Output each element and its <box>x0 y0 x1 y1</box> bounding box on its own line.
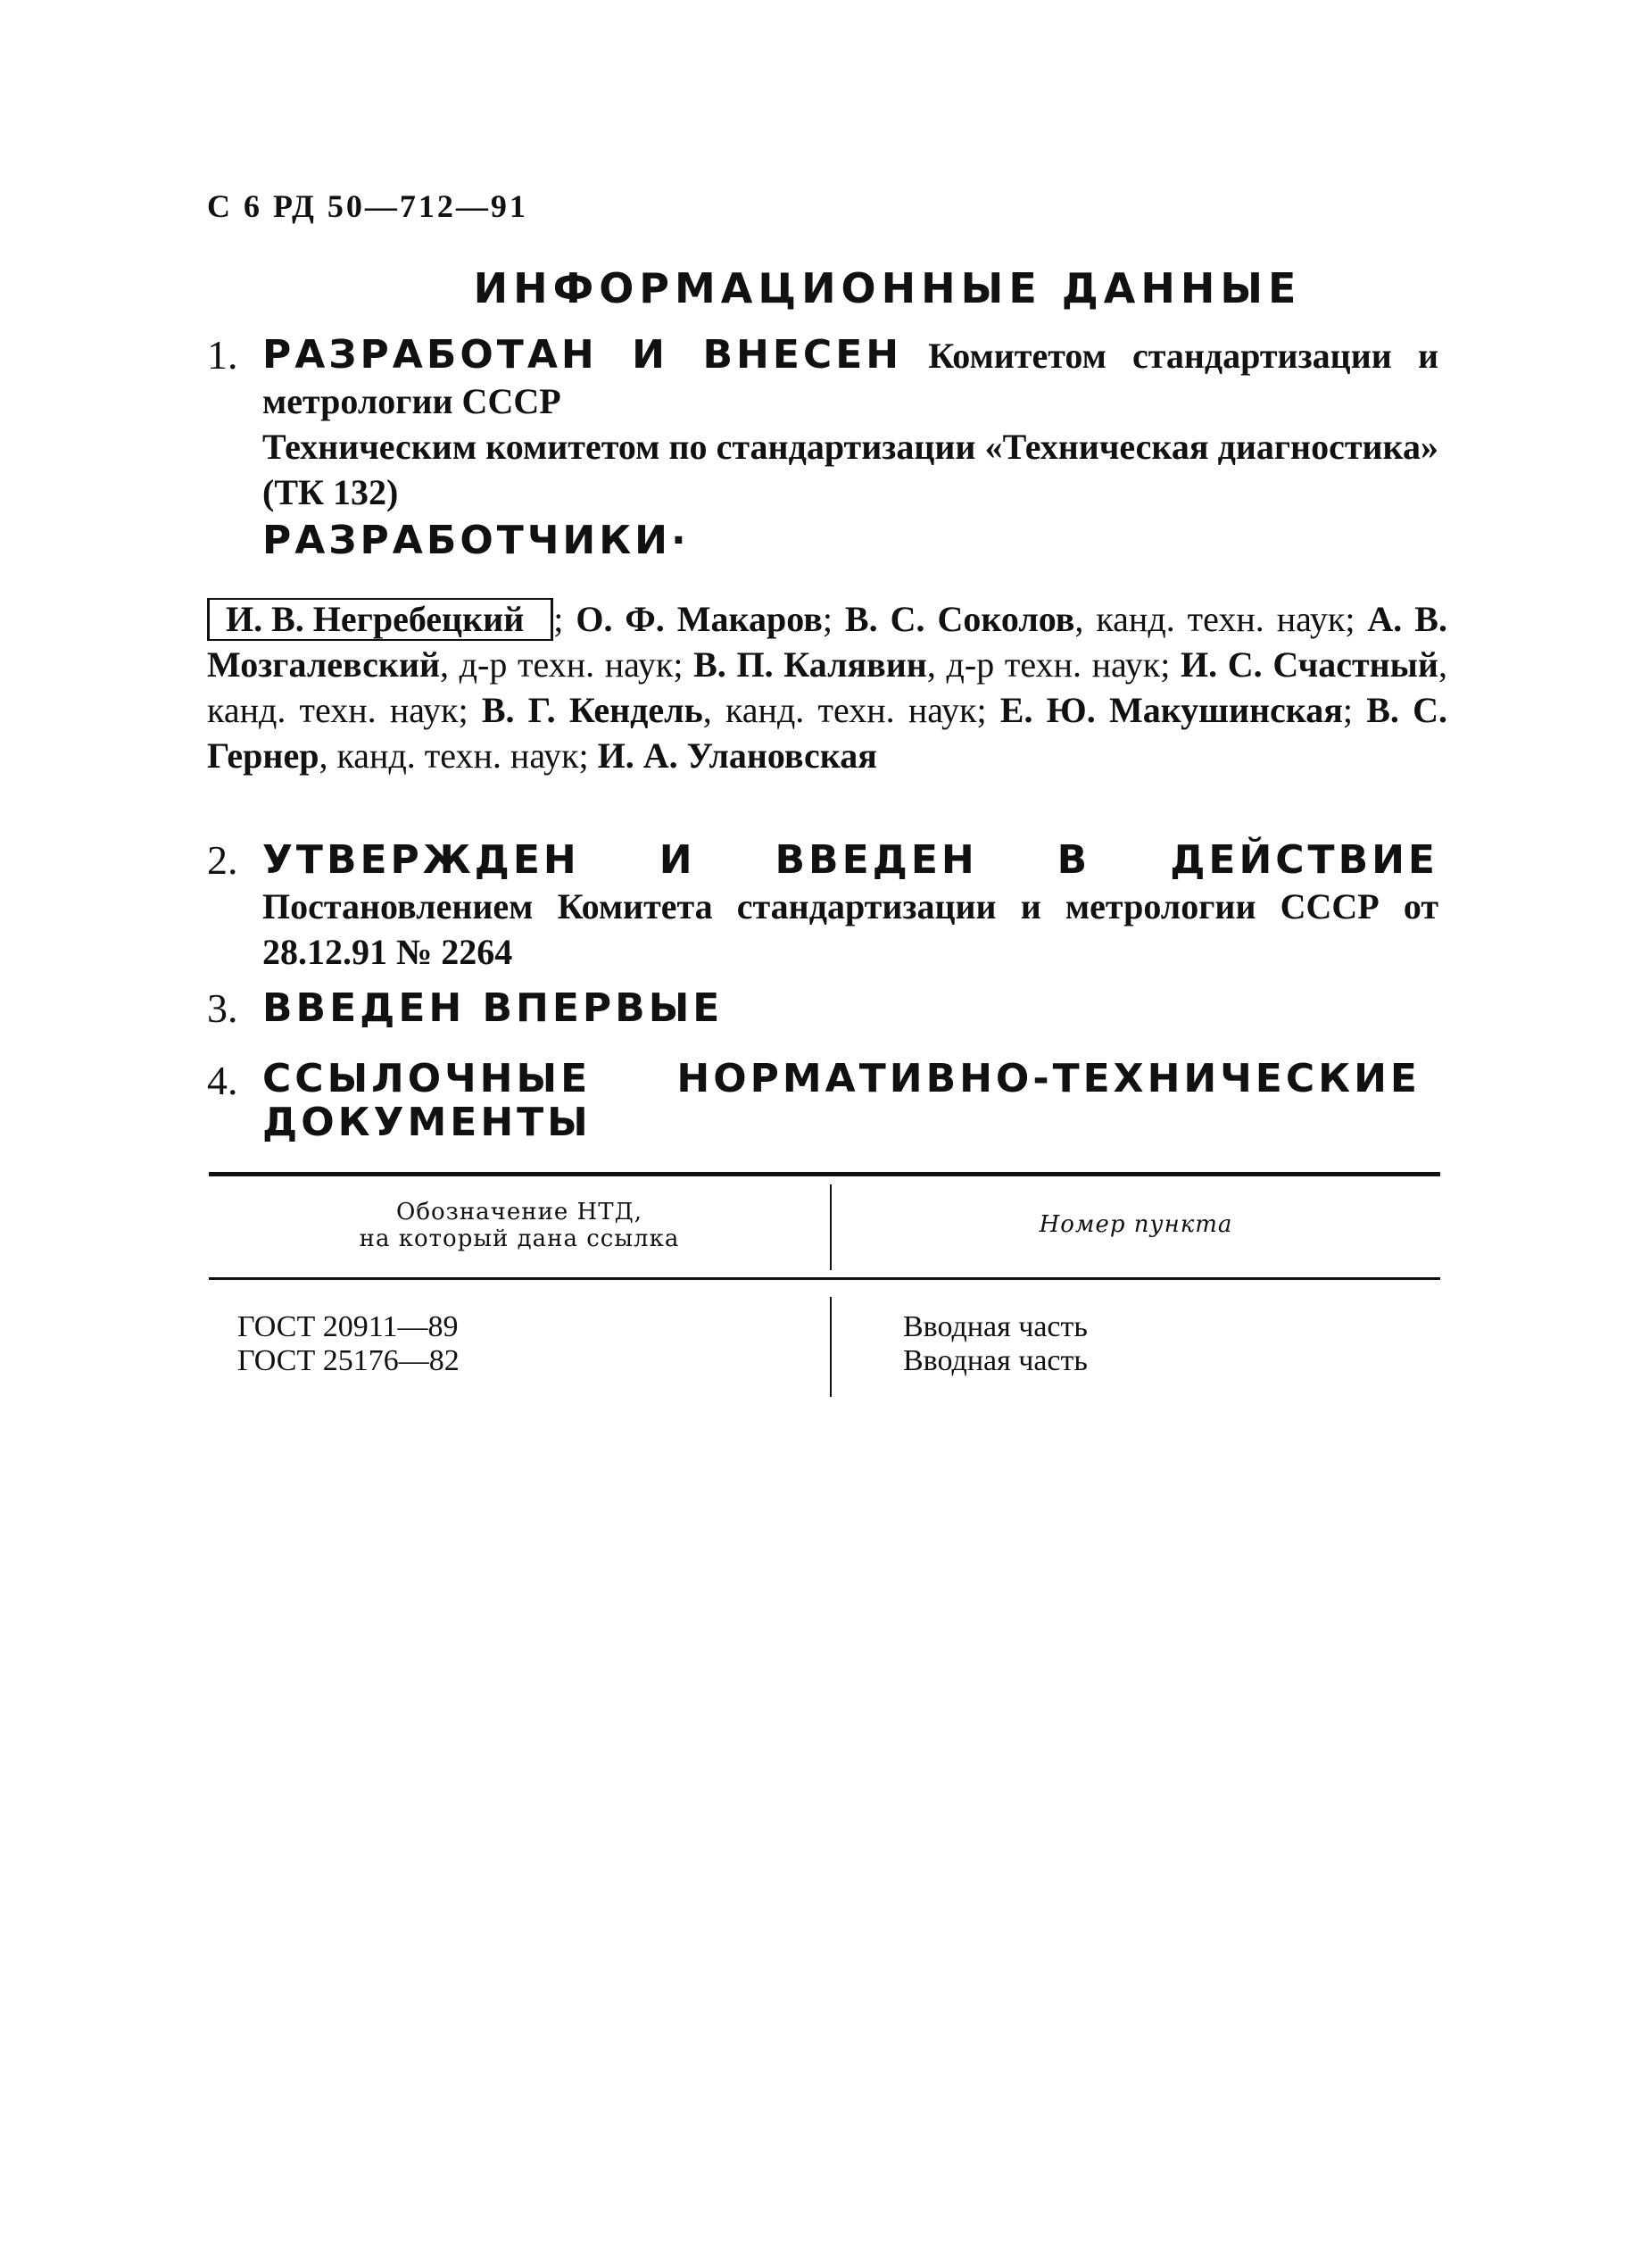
table-header-document-line2: на который дана ссылка <box>359 1225 680 1252</box>
section-1-text-a: Комитетом стандартизации и метрологии СССР <box>262 336 1439 421</box>
developer-degree: , канд. техн. наук <box>702 690 977 730</box>
developer-separator: ; <box>1345 599 1368 639</box>
developer-name: В. П. Калявин <box>693 644 927 685</box>
table-row-doc: ГОСТ 25176—82 <box>237 1344 460 1377</box>
developer-name: В. Г. Кендель <box>481 690 703 730</box>
developer-separator: ; <box>458 690 482 730</box>
section-4-heading: ССЫЛОЧНЫЕ НОРМАТИВНО-ТЕХНИЧЕСКИЕ ДОКУМЕНТЫ <box>262 1056 1421 1145</box>
table-header-document-line1: Обозначение НТД, <box>396 1199 642 1225</box>
developer-separator: ; <box>976 690 1000 730</box>
developers-list <box>207 596 1447 778</box>
developer-separator: ; <box>673 644 694 685</box>
developer-separator: ; <box>822 599 845 639</box>
section-2-text: Постановлением Комитета стандартизации и метрологии СССР от 28.12.91 № 2264 <box>262 886 1438 972</box>
table-column-documents <box>237 1310 460 1378</box>
developer-separator: ; <box>1160 644 1181 685</box>
developer-name: О. Ф. Макаров <box>576 599 823 639</box>
section-2 <box>207 837 1438 975</box>
table-row-doc: ГОСТ 20911—89 <box>237 1310 459 1343</box>
section-3 <box>207 985 1438 1032</box>
section-3-heading: ВВЕДЕН ВПЕРВЫЕ <box>262 985 724 1031</box>
section-2-heading: УТВЕРЖДЕН И ВВЕДЕН В ДЕЙСТВИЕ <box>262 837 1438 883</box>
table-row-clause: Вводная часть <box>903 1310 1088 1343</box>
developer-degree: , канд. техн. наук <box>207 644 1447 730</box>
section-3-number: 3. <box>207 985 238 1031</box>
table-header-rule <box>209 1277 1440 1280</box>
page-title: ИНФОРМАЦИОННЫЕ ДАННЫЕ <box>473 264 1302 312</box>
developer-degree: , канд. техн. наук <box>319 735 579 776</box>
boxed-developer-name: И. В. Негребецкий <box>207 598 553 641</box>
table-top-rule <box>209 1172 1440 1176</box>
section-1-number: 1. <box>207 332 238 378</box>
table-header-clause: Номер пункта <box>1039 1211 1233 1238</box>
table-header-document <box>209 1199 830 1252</box>
section-1 <box>207 332 1438 515</box>
table-column-clauses <box>903 1310 1088 1378</box>
developer-degree: , д-р техн. наук <box>440 644 674 685</box>
section-2-number: 2. <box>207 837 238 883</box>
developer-degree: , д-р техн. наук <box>926 644 1161 685</box>
section-1-text-b: Техническим комитетом по стандартизации «Техническая диагностика» (ТК 132) <box>262 427 1438 512</box>
developer-separator: ; <box>578 735 598 776</box>
developer-separator: ; <box>1342 690 1367 730</box>
page-header-code: С 6 РД 50—712—91 <box>207 188 528 224</box>
developers-heading: РАЗРАБОТЧИКИ· <box>262 518 690 563</box>
developer-name: В. С. Соколов <box>844 599 1075 639</box>
table-body-divider <box>830 1297 832 1397</box>
developer-separator: ; <box>553 599 576 639</box>
developer-name: А. В. Мозгалевский <box>207 599 1447 685</box>
section-4 <box>207 1058 1421 1145</box>
developer-name: И. С. Счастный <box>1180 644 1438 685</box>
developer-name: Е. Ю. Макушинская <box>999 690 1343 730</box>
section-1-heading: РАЗРАБОТАН И ВНЕСЕН <box>262 332 903 378</box>
developer-name: В. С. Гернер <box>207 690 1448 776</box>
section-4-number: 4. <box>207 1058 238 1103</box>
developer-name: И. А. Улановская <box>597 735 877 776</box>
table-row-clause: Вводная часть <box>903 1344 1088 1377</box>
developer-degree: , канд. техн. наук <box>1074 599 1346 639</box>
